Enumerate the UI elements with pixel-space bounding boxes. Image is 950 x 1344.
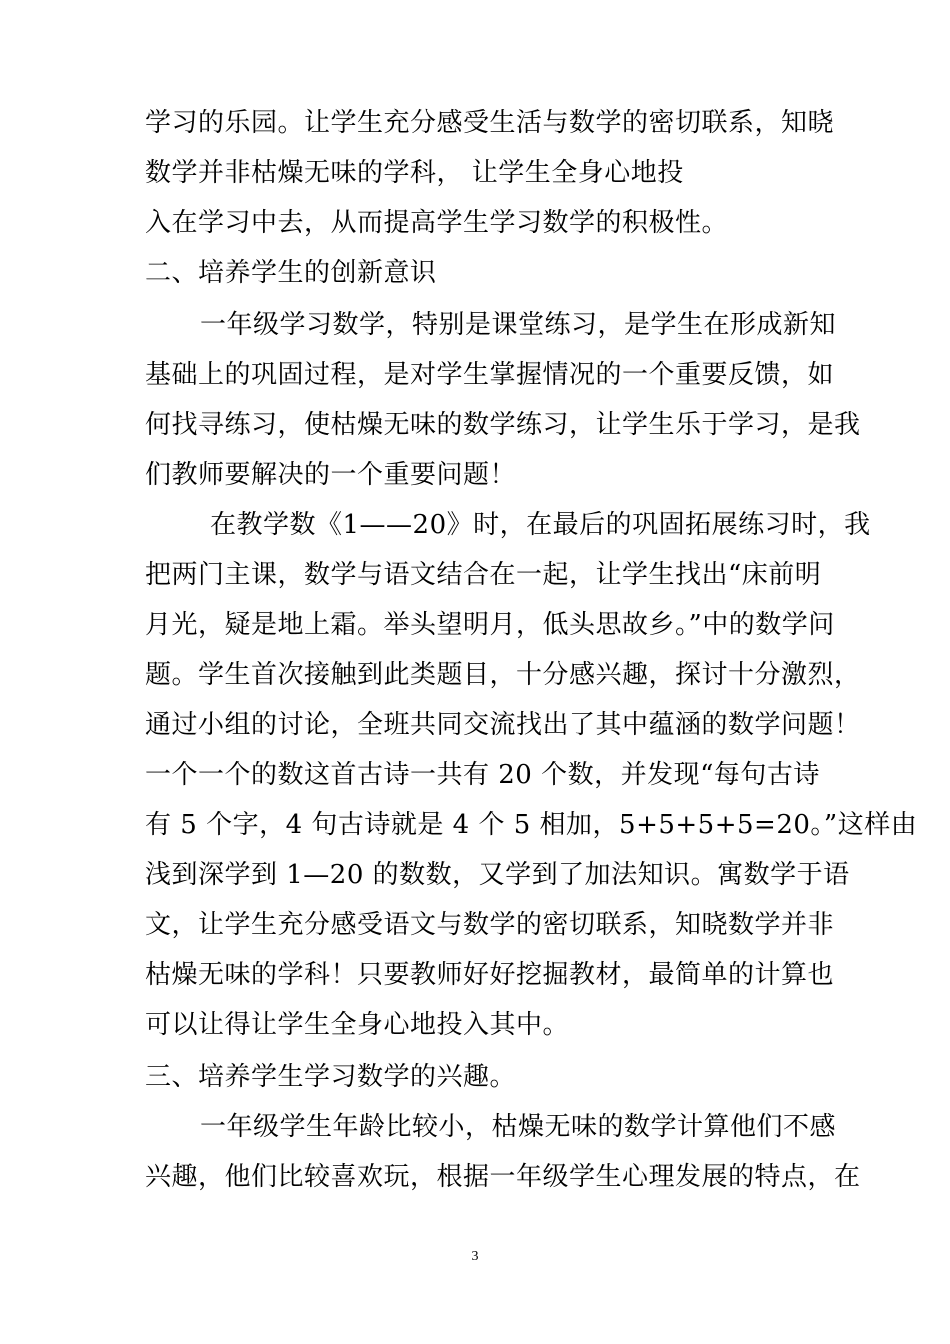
text-line: 何找寻练习，使枯燥无味的数学练习，让学生乐于学习，是我	[145, 410, 861, 440]
text-line: 一年级学习数学，特别是课堂练习，是学生在形成新知	[200, 310, 837, 340]
text-line: 通过小组的讨论，全班共同交流找出了其中蕴涵的数学问题！	[145, 710, 861, 740]
text-line: 文，让学生充分感受语文与数学的密切联系，知晓数学并非	[145, 910, 835, 940]
section-heading: 二、培养学生的创新意识	[145, 258, 437, 288]
page-number: 3	[471, 1249, 479, 1264]
text-line: 有 5 个字，4 句古诗就是 4 个 5 相加，5+5+5+5=20。”这样由	[145, 810, 918, 840]
text-line: 可以让得让学生全身心地投入其中。	[145, 1010, 570, 1040]
text-line: 在教学数《1——20》时，在最后的巩固拓展练习时，我	[210, 510, 871, 540]
text-line: 把两门主课，数学与语文结合在一起，让学生找出“床前明	[145, 560, 822, 590]
text-line: 们教师要解决的一个重要问题！	[145, 460, 517, 490]
text-line: 一年级学生年龄比较小，枯燥无味的数学计算他们不感	[200, 1112, 837, 1142]
text-line: 枯燥无味的学科！只要教师好好挖掘教材，最简单的计算也	[145, 960, 835, 990]
text-line: 数学并非枯燥无味的学科， 让学生全身心地投	[145, 158, 684, 188]
text-line: 学习的乐园。让学生充分感受生活与数学的密切联系，知晓	[145, 108, 835, 138]
text-line: 入在学习中去，从而提高学生学习数学的积极性。	[145, 208, 729, 238]
text-line: 月光，疑是地上霜。举头望明月，低头思故乡。”中的数学问	[145, 610, 835, 640]
text-line: 浅到深学到 1—20 的数数，又学到了加法知识。寓数学于语	[145, 860, 850, 890]
text-line: 题。学生首次接触到此类题目，十分感兴趣，探讨十分激烈，	[145, 660, 861, 690]
text-line: 基础上的巩固过程，是对学生掌握情况的一个重要反馈，如	[145, 360, 835, 390]
section-heading: 三、培养学生学习数学的兴趣。	[145, 1062, 517, 1092]
text-line: 一个一个的数这首古诗一共有 20 个数，并发现“每句古诗	[145, 760, 820, 790]
text-line: 兴趣，他们比较喜欢玩，根据一年级学生心理发展的特点，在	[145, 1162, 861, 1192]
